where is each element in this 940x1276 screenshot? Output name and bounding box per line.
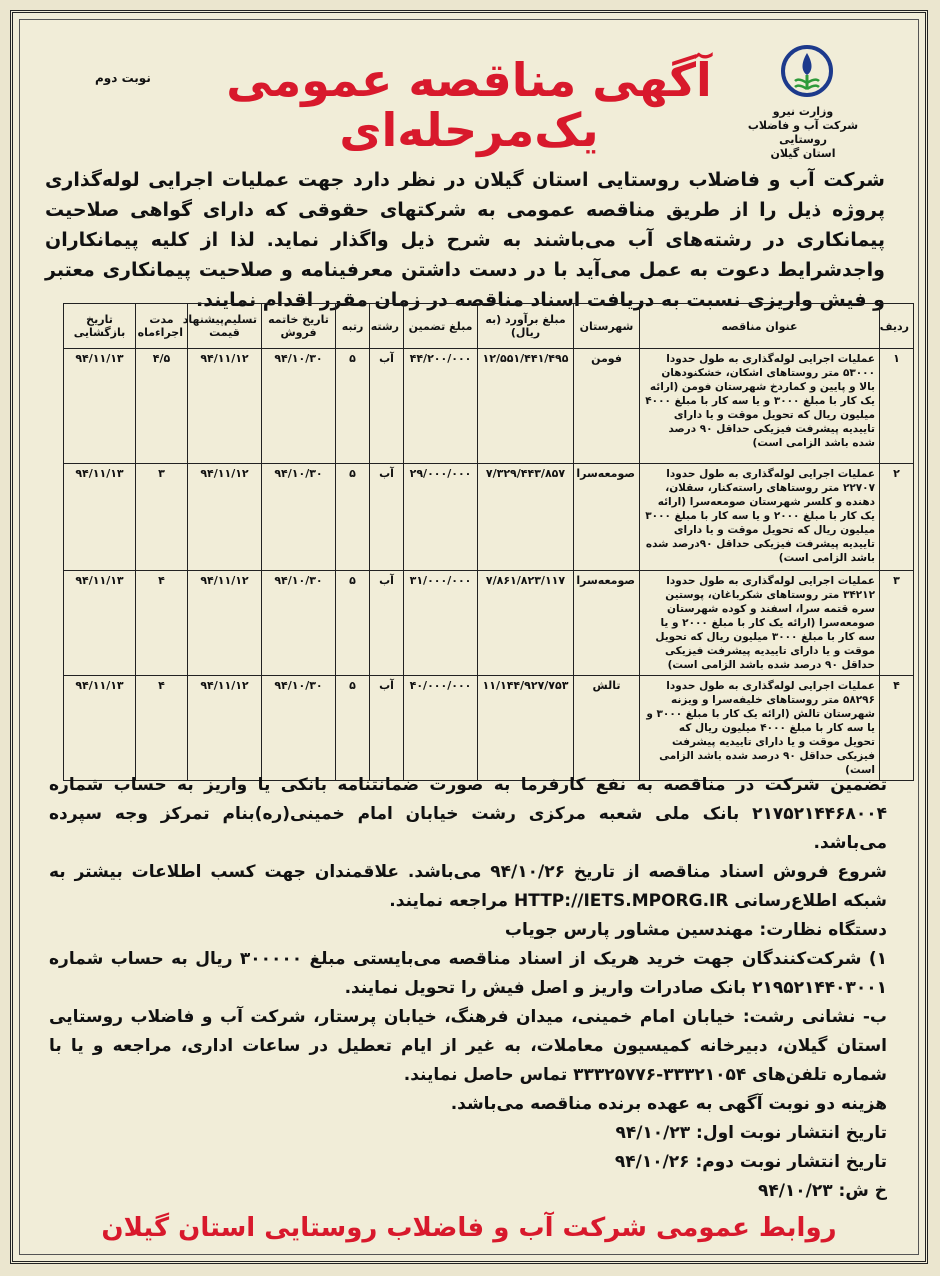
water-wheat-logo-icon bbox=[781, 45, 833, 97]
cell-sale-end: ۹۴/۱۰/۳۰ bbox=[262, 464, 336, 571]
cell-guarantee: ۴۴/۲۰۰/۰۰۰ bbox=[404, 349, 478, 464]
header-guarantee: مبلغ تضمین bbox=[404, 304, 478, 349]
organization-name bbox=[743, 105, 863, 161]
cell-opening: ۹۴/۱۱/۱۳ bbox=[64, 571, 136, 676]
cell-sale-end: ۹۴/۱۰/۳۰ bbox=[262, 349, 336, 464]
table-row bbox=[64, 571, 914, 676]
cell-field: آب bbox=[370, 676, 404, 781]
header-bid-delivery: تسلیم‌پیشنهاد قیمت bbox=[188, 304, 262, 349]
first-publish-date: تاریخ انتشار نوبت اول: ۹۴/۱۰/۲۳ bbox=[615, 1123, 887, 1143]
sale-start-text: شروع فروش اسناد مناقصه از تاریخ ۹۴/۱۰/۲۶ می‌باشد. علاقمندان جهت کسب اطلاعات بیشتر به شبکه اطلاع‌رسانی bbox=[49, 862, 888, 911]
header-duration: مدت اجراءماه bbox=[136, 304, 188, 349]
ad-title: آگهی مناقصه عمومی bbox=[226, 53, 712, 107]
cell-rank: ۵ bbox=[336, 349, 370, 464]
cell-row-number: ۴ bbox=[880, 676, 914, 781]
header-rank: رتبه bbox=[336, 304, 370, 349]
intro-paragraph: شرکت آب و فاضلاب روستایی استان گیلان در نظر دارد جهت عملیات اجرایی لوله‌گذاری پروژه ذیل را از طریق مناقصه عمومی به شرکتهای حقوقی که دارای گواهی صلاحیت پیمانکاری در رشته‌های آب می‌باشند به شرح ذیل واگذار نماید. لذا از کلیه پیمانکاران واجدشرایط دعوت به عمل می‌آید با در دست داشتن معرفینامه و صلاحیت پیمانکاری معتبر و فیش واریزی نسبت به دریافت اسناد مناقصه در زمان مقرر اقدام نمایند. bbox=[45, 169, 885, 311]
header-sale-end: تاریخ خاتمه فروش bbox=[262, 304, 336, 349]
cell-field: آب bbox=[370, 571, 404, 676]
guarantee-paragraph: تضمین شرکت در مناقصه به نفع کارفرما به صورت ضمانتنامه بانکی یا واریز به حساب شماره ۲۱۷۵۲۱۴۴۶۸۰۰۴ بانک ملی شعبه مرکزی رشت خیابان امام خمینی(ره)بنام تمرکز وجه سپرده می‌باشد. bbox=[49, 775, 887, 853]
table-header-row bbox=[64, 304, 914, 349]
sale-start-paragraph bbox=[49, 858, 887, 916]
table-row bbox=[64, 464, 914, 571]
cell-bid-delivery: ۹۴/۱۱/۱۲ bbox=[188, 349, 262, 464]
cell-title: عملیات اجرایی لوله‌گذاری به طول حدودا ۲۲۷۰۷ متر روستاهای راسته‌کنار، سقلان، دهنده و کلسر شهرستان صومعه‌سرا (ارائه یک کار با مبلغ ۲۰۰۰ و یا سه کار با مبلغ ۳۰۰۰ میلیون ریال که تحویل موقت و یا دارای تاییدیه پیشرفت فیزیکی حداقل ۹۰درصد شده باشد الزامی است) bbox=[640, 464, 880, 571]
cell-title: عملیات اجرایی لوله‌گذاری به طول حدودا ۳۴۲۱۲ متر روستاهای شکرباغان، پوستین سره قتمه سرا، اسفند و کوده شهرستان صومعه‌سرا (ارائه یک کار با مبلغ ۲۰۰۰ و یا سه کار با مبلغ ۳۰۰۰ میلیون ریال که تحویل موقت و یا دارای تاییدیه پیشرفت فیزیکی حداقل ۹۰ درصد شده باشد الزامی است) bbox=[640, 571, 880, 676]
org-company: شرکت آب و فاضلاب روستایی bbox=[747, 119, 859, 146]
reference-code: خ ش: ۹۴/۱۰/۲۳ bbox=[757, 1181, 887, 1201]
tender-table bbox=[63, 303, 914, 781]
cell-bid-delivery: ۹۴/۱۱/۱۲ bbox=[188, 676, 262, 781]
header-opening: تاریخ بازگشایی bbox=[64, 304, 136, 349]
table-row bbox=[64, 349, 914, 464]
header-field: رشته bbox=[370, 304, 404, 349]
cell-city: تالش bbox=[574, 676, 640, 781]
cell-estimate: ۷/۸۶۱/۸۲۳/۱۱۷ bbox=[478, 571, 574, 676]
cell-estimate: ۱۲/۵۵۱/۴۴۱/۴۹۵ bbox=[478, 349, 574, 464]
cell-sale-end: ۹۴/۱۰/۳۰ bbox=[262, 676, 336, 781]
cell-row-number: ۱ bbox=[880, 349, 914, 464]
cell-duration: ۴ bbox=[136, 571, 188, 676]
cell-bid-delivery: ۹۴/۱۱/۱۲ bbox=[188, 464, 262, 571]
header-title: عنوان مناقصه bbox=[640, 304, 880, 349]
org-ministry: وزارت نیرو bbox=[772, 105, 834, 118]
cell-rank: ۵ bbox=[336, 464, 370, 571]
cell-field: آب bbox=[370, 349, 404, 464]
cell-guarantee: ۲۹/۰۰۰/۰۰۰ bbox=[404, 464, 478, 571]
second-publish-date: تاریخ انتشار نوبت دوم: ۹۴/۱۰/۲۶ bbox=[614, 1152, 887, 1172]
cell-title: عملیات اجرایی لوله‌گذاری به طول حدودا ۵۳۰۰۰ متر روستاهای اشکان، خشکنودهان بالا و پایین و کماردخ شهرستان فومن (ارائه یک کار با مبلغ ۳۰۰۰ و یا سه کار با مبلغ ۴۰۰۰ میلیون ریال که تحویل موقت و یا دارای تاییدیه پیشرفت فیزیکی حداقل ۹۰ درصد شده باشد الزامی است) bbox=[640, 349, 880, 464]
cell-guarantee: ۳۱/۰۰۰/۰۰۰ bbox=[404, 571, 478, 676]
table-row bbox=[64, 676, 914, 781]
purchase-paragraph: ۱) شرکت‌کنندگان جهت خرید هریک از اسناد مناقصه می‌بایستی مبلغ ۳۰۰۰۰۰ ریال به حساب شماره ۲۱۹۵۲۱۴۴۰۳۰۰۱ بانک صادرات واریز و اصل فیش را تحویل نمایند. bbox=[49, 949, 887, 998]
cell-duration: ۴/۵ bbox=[136, 349, 188, 464]
cell-title: عملیات اجرایی لوله‌گذاری به طول حدودا ۵۸۲۹۶ متر روستاهای خلیفه‌سرا و ویزنه شهرستان تالش (ارائه یک کار با مبلغ ۳۰۰۰ و یا سه کار با مبلغ ۴۰۰۰ میلیون ریال که تحویل موقت و یا دارای تاییدیه پیشرفت فیزیکی حداقل ۹۰ درصد شده باشد الزامی است) bbox=[640, 676, 880, 781]
cell-opening: ۹۴/۱۱/۱۳ bbox=[64, 349, 136, 464]
cell-bid-delivery: ۹۴/۱۱/۱۲ bbox=[188, 571, 262, 676]
ad-cost-paragraph: هزینه دو نوبت آگهی به عهده برنده مناقصه می‌باشد. bbox=[450, 1094, 887, 1114]
info-network-link[interactable]: HTTP://IETS.MPORG.IR bbox=[514, 891, 729, 911]
cell-duration: ۴ bbox=[136, 676, 188, 781]
cell-opening: ۹۴/۱۱/۱۳ bbox=[64, 464, 136, 571]
org-province: استان گیلان bbox=[770, 147, 836, 160]
ad-subtitle: یک‌مرحله‌ای bbox=[339, 103, 599, 157]
cell-sale-end: ۹۴/۱۰/۳۰ bbox=[262, 571, 336, 676]
advertisement-page bbox=[10, 10, 928, 1264]
header-estimate: مبلغ برآورد (به ریال) bbox=[478, 304, 574, 349]
footer-signature: روابط عمومی شرکت آب و فاضلاب روستایی استان گیلان bbox=[101, 1213, 837, 1243]
cell-city: فومن bbox=[574, 349, 640, 464]
header-city: شهرستان bbox=[574, 304, 640, 349]
sale-start-end: مراجعه نمایند. bbox=[389, 891, 509, 911]
cell-opening: ۹۴/۱۱/۱۳ bbox=[64, 676, 136, 781]
header-row-number: ردیف bbox=[880, 304, 914, 349]
supervisor-paragraph: دستگاه نظارت: مهندسین مشاور پارس جویاب bbox=[504, 920, 887, 940]
cell-row-number: ۲ bbox=[880, 464, 914, 571]
cell-rank: ۵ bbox=[336, 676, 370, 781]
edition-label: نوبت دوم bbox=[95, 71, 151, 85]
cell-city: صومعه‌سرا bbox=[574, 464, 640, 571]
conditions-text bbox=[49, 771, 887, 1206]
cell-city: صومعه‌سرا bbox=[574, 571, 640, 676]
address-paragraph: ب- نشانی رشت: خیابان امام خمینی، میدان فرهنگ، خیابان پرستار، شرکت آب و فاضلاب روستایی استان گیلان، دبیرخانه کمیسیون معاملات، به غیر از ایام تعطیل در ساعات اداری، مراجعه و یا با شماره تلفن‌های ۳۳۳۲۱۰۵۴-۳۳۳۲۵۷۷۶ تماس حاصل نمایند. bbox=[49, 1007, 887, 1085]
cell-rank: ۵ bbox=[336, 571, 370, 676]
cell-guarantee: ۴۰/۰۰۰/۰۰۰ bbox=[404, 676, 478, 781]
cell-row-number: ۳ bbox=[880, 571, 914, 676]
cell-field: آب bbox=[370, 464, 404, 571]
cell-estimate: ۱۱/۱۴۴/۹۲۷/۷۵۳ bbox=[478, 676, 574, 781]
cell-estimate: ۷/۳۲۹/۴۴۳/۸۵۷ bbox=[478, 464, 574, 571]
cell-duration: ۳ bbox=[136, 464, 188, 571]
